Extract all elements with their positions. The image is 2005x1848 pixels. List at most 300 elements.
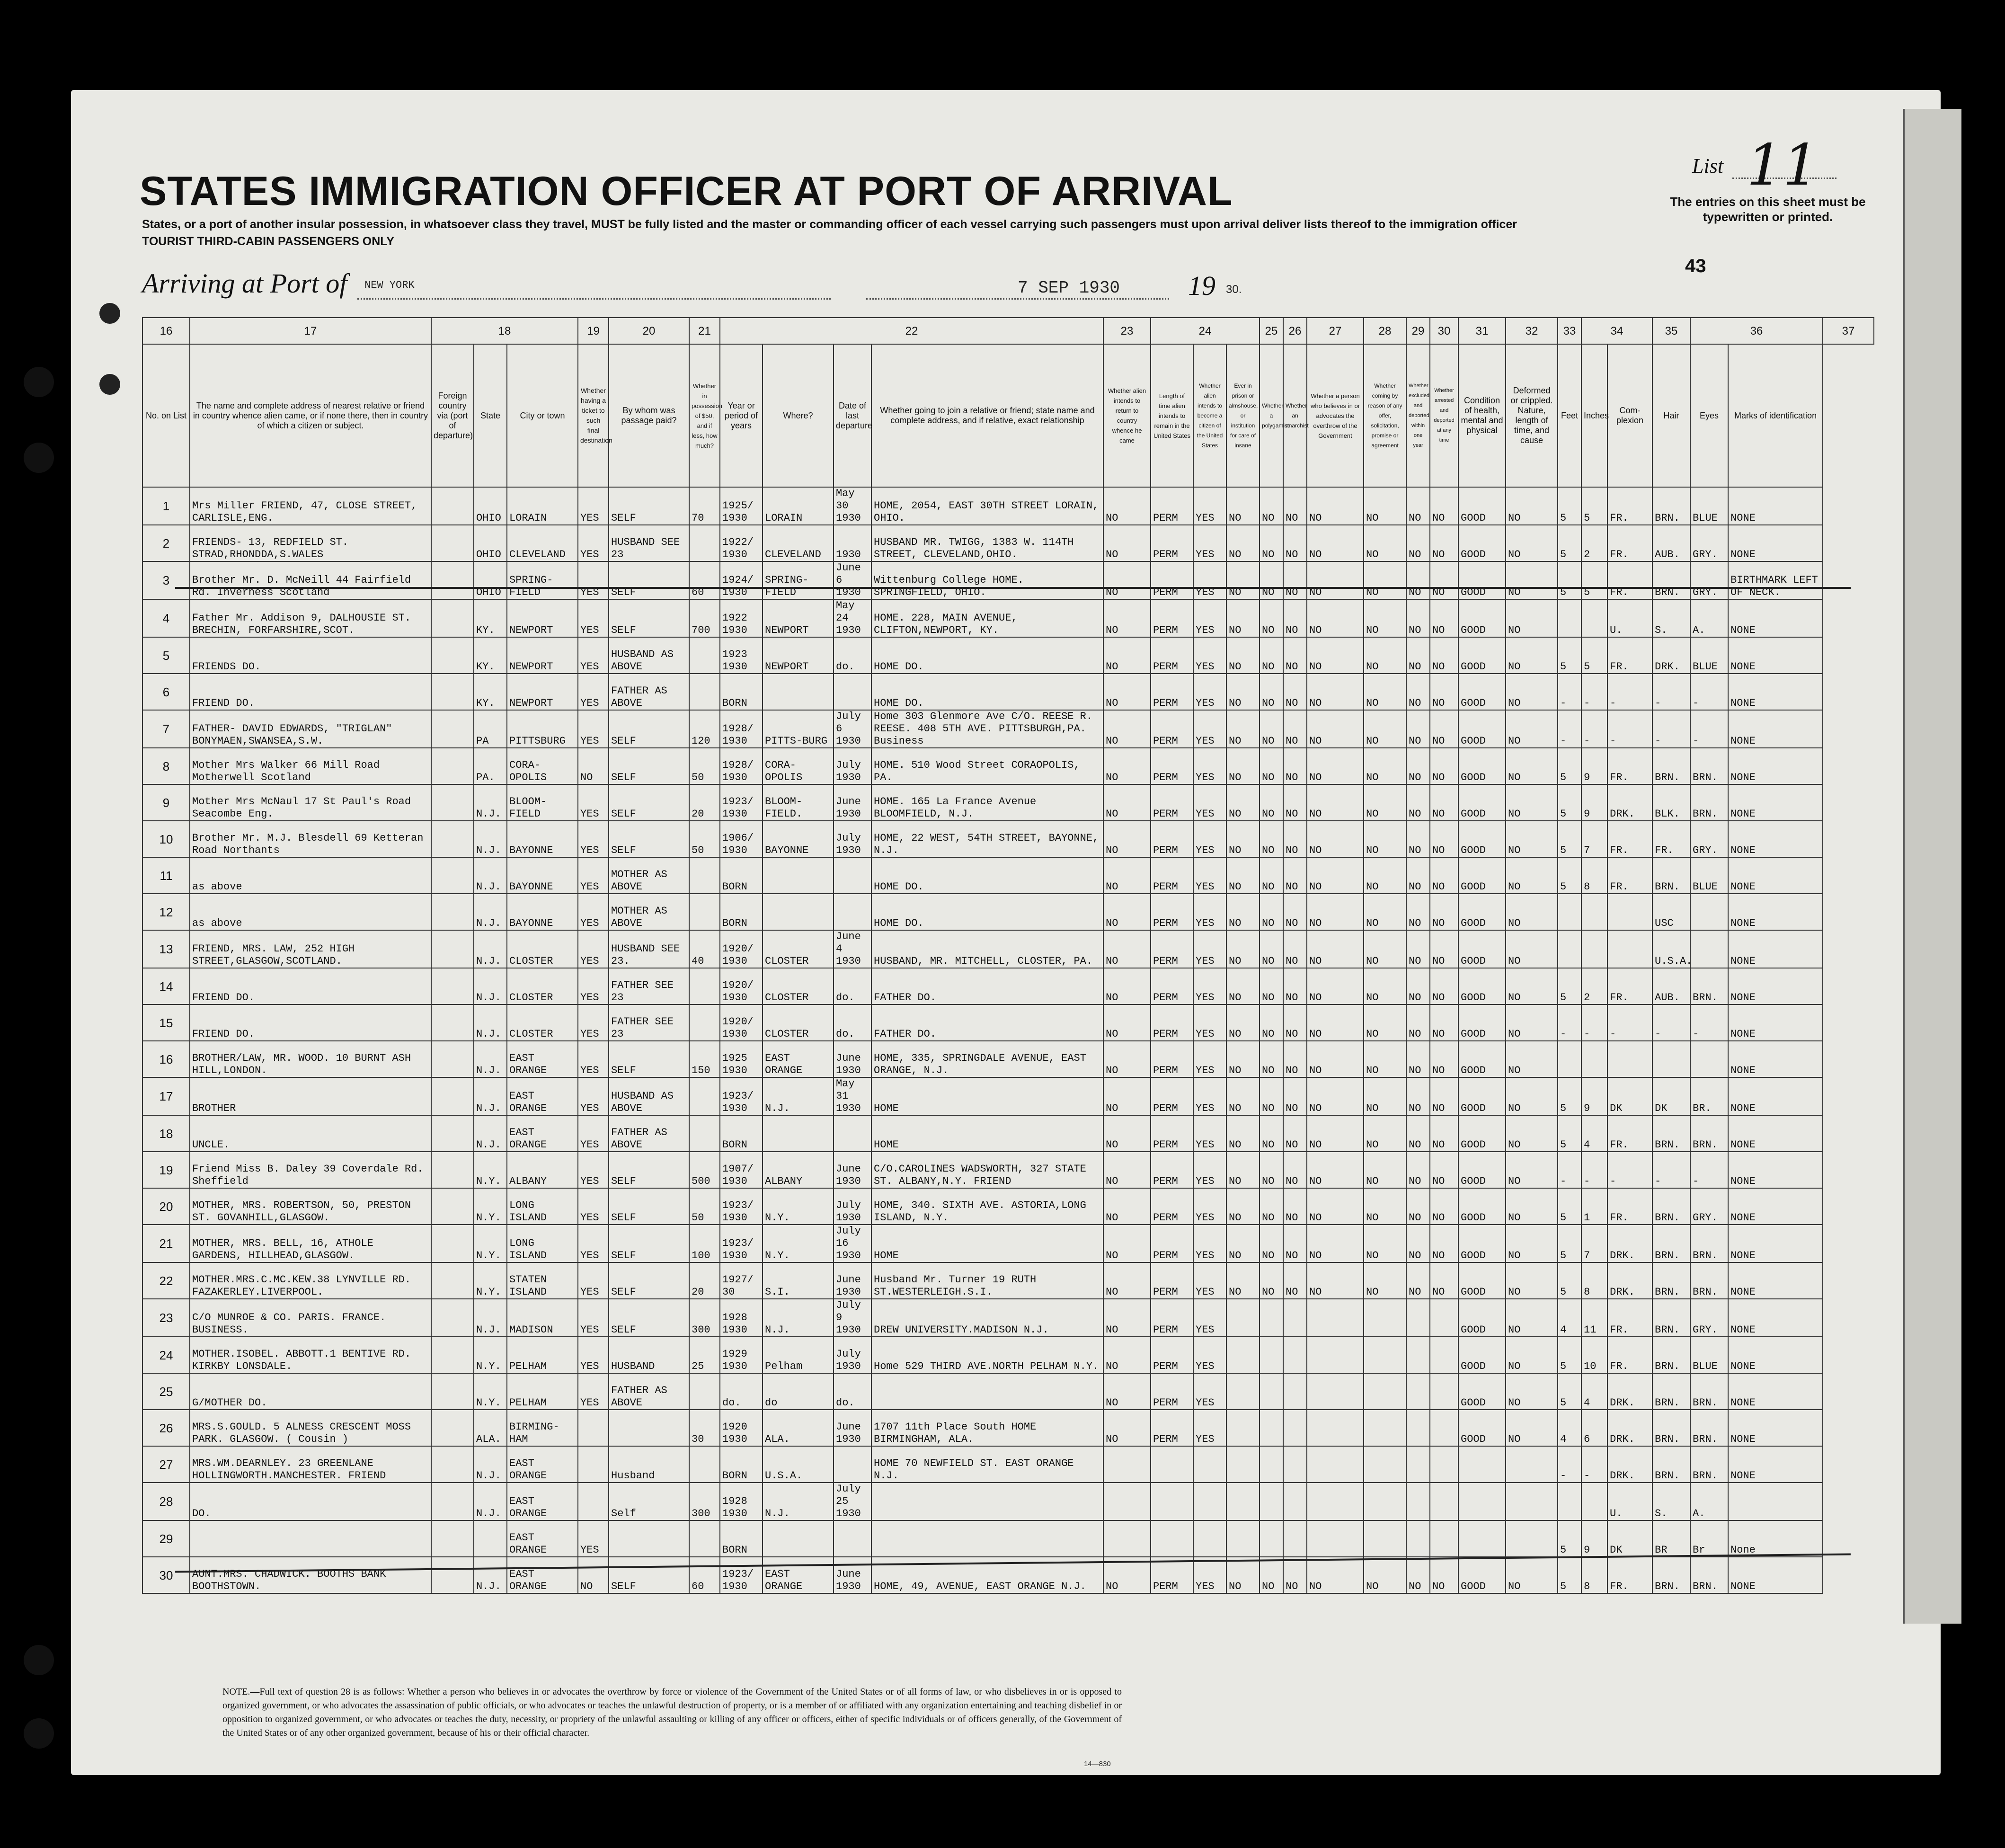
cell-marks: NONE [1728,748,1823,784]
cell-health: GOOD [1458,674,1506,710]
cell-ret: NO [1103,1299,1151,1337]
cell-foreign [431,674,474,710]
cell-no: 18 [142,1115,190,1152]
cell-join: HOME. 510 Wood Street CORAOPOLIS, PA. [871,748,1103,784]
cell-state: ALA. [474,1410,507,1446]
cell-ft: - [1558,1446,1581,1483]
cell-ft: 5 [1558,1262,1581,1299]
cell-state: N.Y. [474,1373,507,1410]
cell-c25: NO [1226,1115,1260,1152]
cell-c28: NO [1307,561,1364,599]
cell-state: N.J. [474,894,507,930]
cell-marks: BIRTHMARK LEFT OF NECK. [1728,561,1823,599]
cell-ticket: YES [578,1004,609,1041]
cell-city: PELHAM [507,1373,578,1410]
form-code: 14—830 [1084,1760,1111,1768]
cell-cx: FR. [1607,1337,1652,1373]
cell-foreign [431,561,474,599]
cell-city: NEWPORT [507,599,578,637]
cell-len: PERM [1151,1115,1193,1152]
cell-ft [1558,894,1581,930]
cell-where: CLOSTER [763,968,834,1004]
cell-rel: Brother Mr. D. McNeill 44 Fairfield Rd. Inverness Scotland [190,561,431,599]
cell-c28: NO [1307,1041,1364,1077]
cell-len: PERM [1151,637,1193,674]
cell-state: KY. [474,599,507,637]
cell-in: - [1581,674,1607,710]
cell-foreign [431,1077,474,1115]
cell-marks: NONE [1728,930,1823,968]
cell-c30 [1406,1410,1430,1446]
cell-c28: NO [1307,857,1364,894]
cell-hair: BRN. [1652,1225,1690,1262]
cell-c31: NO [1430,821,1458,857]
cell-marks: NONE [1728,1337,1823,1373]
cell-deformed: NO [1506,710,1558,748]
cell-health: GOOD [1458,748,1506,784]
cell-cx: DRK. [1607,1410,1652,1446]
list-number: 11 [1747,133,1819,198]
cell-c31: NO [1430,1004,1458,1041]
cell-dep: do. [834,1373,871,1410]
cell-no: 1 [142,487,190,525]
cell-len: PERM [1151,599,1193,637]
cell-len: PERM [1151,968,1193,1004]
cell-ret: NO [1103,1373,1151,1410]
cell-rel: Brother Mr. M.J. Blesdell 69 Ketteran Road Northants [190,821,431,857]
cell-paid: HUSBAND SEE 23 [609,525,689,561]
cell-eyes: GRY. [1690,1299,1728,1337]
cell-c27 [1283,1337,1307,1373]
table-row [142,561,1874,599]
cell-foreign [431,487,474,525]
cell-c31: NO [1430,930,1458,968]
cell-ft: 5 [1558,857,1581,894]
cell-no: 11 [142,857,190,894]
cell-paid: SELF [609,784,689,821]
cell-money [689,637,720,674]
cell-c31: NO [1430,1225,1458,1262]
cell-health: GOOD [1458,1077,1506,1115]
cell-c28: NO [1307,821,1364,857]
page-title: STATES IMMIGRATION OFFICER AT PORT OF ARRIVAL [140,169,1233,214]
cell-c30: NO [1406,930,1430,968]
cell-hair: FR. [1652,821,1690,857]
cell-money: 40 [689,930,720,968]
cell-city: BLOOM-FIELD [507,784,578,821]
cell-money: 150 [689,1041,720,1077]
cell-deformed: NO [1506,1077,1558,1115]
cell-eyes: BRN. [1690,1262,1728,1299]
cell-c28 [1307,1373,1364,1410]
cell-c26: NO [1260,1004,1283,1041]
cell-years: 1924/ 1930 [720,561,763,599]
cell-cit: YES [1193,1152,1226,1188]
cell-join [871,1373,1103,1410]
cell-ret: NO [1103,599,1151,637]
cell-c30: NO [1406,748,1430,784]
cell-join: C/O.CAROLINES WADSWORTH, 327 STATE ST. ALBANY,N.Y. FRIEND [871,1152,1103,1188]
cell-cx: FR. [1607,525,1652,561]
cell-years: do. [720,1373,763,1410]
cell-ret: NO [1103,1262,1151,1299]
header-where: Where? [763,344,834,487]
cell-paid: MOTHER AS ABOVE [609,894,689,930]
cell-in: 8 [1581,857,1607,894]
cell-c26 [1260,1483,1283,1520]
cell-foreign [431,1115,474,1152]
cell-marks: NONE [1728,968,1823,1004]
cell-years: 1929 1930 [720,1337,763,1373]
cell-money: 300 [689,1299,720,1337]
cell-cit: YES [1193,821,1226,857]
cell-c26: NO [1260,710,1283,748]
cell-ret: NO [1103,857,1151,894]
cell-c28 [1307,1483,1364,1520]
table-row [142,1041,1874,1077]
cell-cx: FR. [1607,1188,1652,1225]
cell-eyes: BRN. [1690,968,1728,1004]
cell-rel: UNCLE. [190,1115,431,1152]
cell-c29: NO [1364,599,1406,637]
cell-paid: MOTHER AS ABOVE [609,857,689,894]
cell-c28: NO [1307,968,1364,1004]
col-num: 31 [1458,318,1506,344]
cell-city: ALBANY [507,1152,578,1188]
cell-join: HOME, 22 WEST, 54TH STREET, BAYONNE, N.J. [871,821,1103,857]
cell-c30 [1406,1299,1430,1337]
cell-c30: NO [1406,637,1430,674]
cell-state: N.J. [474,930,507,968]
cell-len: PERM [1151,1337,1193,1373]
cell-join: Home 529 THIRD AVE.NORTH PELHAM N.Y. [871,1337,1103,1373]
cell-no: 4 [142,599,190,637]
cell-deformed: NO [1506,1337,1558,1373]
cell-city: CLOSTER [507,1004,578,1041]
cell-paid: SELF [609,1557,689,1593]
cell-years: BORN [720,894,763,930]
cell-c31: NO [1430,1557,1458,1593]
cell-ft: 5 [1558,1373,1581,1410]
cell-cit: YES [1193,894,1226,930]
cell-ret: NO [1103,930,1151,968]
cell-dep: do. [834,968,871,1004]
table-row [142,525,1874,561]
cell-c31 [1430,1299,1458,1337]
header-feet: Feet [1558,344,1581,487]
col-num: 26 [1283,318,1307,344]
cell-where: N.J. [763,1299,834,1337]
cell-in: - [1581,710,1607,748]
cell-state: N.Y. [474,1337,507,1373]
cell-ticket: NO [578,748,609,784]
cell-len: PERM [1151,1077,1193,1115]
cell-cit: YES [1193,968,1226,1004]
cell-len: PERM [1151,674,1193,710]
cell-ret: NO [1103,1115,1151,1152]
cell-eyes: BRN. [1690,748,1728,784]
cell-deformed [1506,1446,1558,1483]
cell-eyes: - [1690,674,1728,710]
cell-city: CLOSTER [507,968,578,1004]
cell-eyes: - [1690,1004,1728,1041]
cell-c28 [1307,1337,1364,1373]
cell-hair: AUB. [1652,525,1690,561]
cell-len: PERM [1151,1557,1193,1593]
header-years: Year or period of years [720,344,763,487]
cell-rel: MOTHER, MRS. BELL, 16, ATHOLE GARDENS, HILLHEAD,GLASGOW. [190,1225,431,1262]
cell-cit: YES [1193,1004,1226,1041]
cell-rel: Mother Mrs McNaul 17 St Paul's Road Seacombe Eng. [190,784,431,821]
cell-ret: NO [1103,1225,1151,1262]
cell-len: PERM [1151,821,1193,857]
header-hair: Hair [1652,344,1690,487]
cell-c31: NO [1430,710,1458,748]
cell-join: HOME, 335, SPRINGDALE AVENUE, EAST ORANGE, N.J. [871,1041,1103,1077]
cell-where: N.J. [763,1077,834,1115]
cell-rel: C/O MUNROE & CO. PARIS. FRANCE. BUSINESS. [190,1299,431,1337]
cell-join: HOME DO. [871,857,1103,894]
cell-c30: NO [1406,487,1430,525]
cell-c25: NO [1226,1004,1260,1041]
cell-cit: YES [1193,561,1226,599]
cell-deformed: NO [1506,1152,1558,1188]
cell-dep: June 1930 [834,1152,871,1188]
cell-foreign [431,1262,474,1299]
cell-c28 [1307,1520,1364,1557]
cell-eyes: BLUE [1690,637,1728,674]
cell-c26: NO [1260,784,1283,821]
cell-c25: NO [1226,487,1260,525]
cell-rel: MRS.S.GOULD. 5 ALNESS CRESCENT MOSS PARK. GLASGOW. ( Cousin ) [190,1410,431,1446]
cell-rel: BROTHER/LAW, MR. WOOD. 10 BURNT ASH HILL,LONDON. [190,1041,431,1077]
cell-years: 1923 1930 [720,637,763,674]
cell-cit: YES [1193,1373,1226,1410]
cell-c26: NO [1260,1225,1283,1262]
header-city: City or town [507,344,578,487]
cell-hair: BRN. [1652,1410,1690,1446]
passenger-class: TOURIST THIRD-CABIN PASSENGERS ONLY [142,235,394,248]
cell-c25: NO [1226,637,1260,674]
cell-dep [834,894,871,930]
cell-c27: NO [1283,599,1307,637]
cell-foreign [431,1004,474,1041]
cell-c30: NO [1406,561,1430,599]
cell-len: PERM [1151,561,1193,599]
cell-money [689,1446,720,1483]
cell-c27 [1283,1483,1307,1520]
cell-c30: NO [1406,1188,1430,1225]
cell-foreign [431,930,474,968]
cell-marks: NONE [1728,1152,1823,1188]
cell-state: OHIO [474,525,507,561]
cell-rel: FRIEND DO. [190,1004,431,1041]
table-row [142,1115,1874,1152]
cell-where: U.S.A. [763,1446,834,1483]
cell-money [689,894,720,930]
cell-c27: NO [1283,1188,1307,1225]
cell-marks: NONE [1728,1299,1823,1337]
cell-rel: as above [190,894,431,930]
cell-len: PERM [1151,1041,1193,1077]
cell-c26: NO [1260,1041,1283,1077]
cell-no: 25 [142,1373,190,1410]
cell-ft [1558,1483,1581,1520]
cell-join: HOME [871,1115,1103,1152]
cell-ret: NO [1103,1152,1151,1188]
cell-eyes [1690,894,1728,930]
cell-city: EAST ORANGE [507,1483,578,1520]
cell-len: PERM [1151,710,1193,748]
cell-dep: July 1930 [834,821,871,857]
cell-years: 1920 1930 [720,1410,763,1446]
table-row [142,1077,1874,1115]
header-citizen: Whether alien intends to become a citizen of the United States [1193,344,1226,487]
cell-foreign [431,1446,474,1483]
cell-c29 [1364,1299,1406,1337]
cell-c25 [1226,1446,1260,1483]
cell-c27: NO [1283,1004,1307,1041]
cell-where: PITTS-BURG [763,710,834,748]
cell-eyes: BRN. [1690,1225,1728,1262]
cell-where: CLOSTER [763,930,834,968]
cell-city: LORAIN [507,487,578,525]
cell-ticket [578,1446,609,1483]
cell-c29: NO [1364,674,1406,710]
cell-marks: NONE [1728,894,1823,930]
cell-hair: BRN. [1652,1262,1690,1299]
cell-deformed: NO [1506,674,1558,710]
header-marks: Marks of identification [1728,344,1823,487]
cell-years: BORN [720,1520,763,1557]
cell-in: 10 [1581,1337,1607,1373]
cell-c28 [1307,1299,1364,1337]
cell-ticket: YES [578,525,609,561]
cell-join: FATHER DO. [871,968,1103,1004]
cell-health: GOOD [1458,1115,1506,1152]
cell-ft: 5 [1558,637,1581,674]
cell-paid: HUSBAND [609,1337,689,1373]
cell-state: N.Y. [474,1152,507,1188]
cell-c26: NO [1260,857,1283,894]
cell-rel: Father Mr. Addison 9, DALHOUSIE ST. BRECHIN, FORFARSHIRE,SCOT. [190,599,431,637]
instructions-line: States, or a port of another insular possession, in whatsoever class they travel, MUST be fully listed and the master or commanding officer of each vessel carrying such passengers must upon arrival deliver lists thereof to the immigration officer [142,218,1517,231]
cell-eyes: GRY. [1690,1188,1728,1225]
cell-years: BORN [720,1446,763,1483]
cell-health: GOOD [1458,930,1506,968]
cell-in: 4 [1581,1373,1607,1410]
cell-money [689,857,720,894]
header-no-on-list: No. on List [142,344,190,487]
cell-c26: NO [1260,525,1283,561]
column-header-row [142,344,1874,487]
cell-c30: NO [1406,1004,1430,1041]
cell-years: BORN [720,1115,763,1152]
cell-state: N.J. [474,1115,507,1152]
cell-in: 7 [1581,821,1607,857]
cell-c30: NO [1406,857,1430,894]
cell-health: GOOD [1458,487,1506,525]
cell-c27 [1283,1410,1307,1446]
cell-c27: NO [1283,1262,1307,1299]
cell-c28: NO [1307,525,1364,561]
cell-c29: NO [1364,1077,1406,1115]
cell-cit: YES [1193,1188,1226,1225]
cell-foreign [431,710,474,748]
cell-hair: BRN. [1652,1557,1690,1593]
cell-no: 17 [142,1077,190,1115]
cell-years: 1923/ 1930 [720,1188,763,1225]
cell-marks: NONE [1728,1262,1823,1299]
cell-rel: AUNT.MRS. CHADWICK. BOOTHS BANK BOOTHSTOWN. [190,1557,431,1593]
cell-dep: July 16 1930 [834,1225,871,1262]
cell-city: CLEVELAND [507,525,578,561]
cell-join: HUSBAND MR. TWIGG, 1383 W. 114TH STREET, CLEVELAND,OHIO. [871,525,1103,561]
cell-eyes: - [1690,710,1728,748]
cell-ft: 5 [1558,1188,1581,1225]
cell-state: OHIO [474,561,507,599]
col-num: 32 [1506,318,1558,344]
cell-ret: NO [1103,748,1151,784]
cell-c30: NO [1406,1225,1430,1262]
cell-no: 27 [142,1446,190,1483]
cell-state: N.J. [474,1004,507,1041]
cell-marks: NONE [1728,1188,1823,1225]
cell-cx: FR. [1607,487,1652,525]
cell-paid: SELF [609,821,689,857]
cell-hair: - [1652,710,1690,748]
cell-len: PERM [1151,1152,1193,1188]
cell-hair: BRN. [1652,1373,1690,1410]
cell-where: EAST ORANGE [763,1557,834,1593]
cell-c28: NO [1307,674,1364,710]
cell-health [1458,1446,1506,1483]
cell-cx: DRK. [1607,784,1652,821]
cell-c31: NO [1430,674,1458,710]
cell-cit: YES [1193,748,1226,784]
cell-no: 12 [142,894,190,930]
cell-foreign [431,1410,474,1446]
cell-in: 9 [1581,1520,1607,1557]
cell-c30: NO [1406,1557,1430,1593]
cell-c31: NO [1430,968,1458,1004]
cell-no: 3 [142,561,190,599]
cell-paid: FATHER AS ABOVE [609,1373,689,1410]
cell-c28: NO [1307,487,1364,525]
cell-c31: NO [1430,1115,1458,1152]
cell-money: 300 [689,1483,720,1520]
cell-where [763,674,834,710]
cell-paid: SELF [609,561,689,599]
cell-ret: NO [1103,1337,1151,1373]
cell-c27: NO [1283,674,1307,710]
cell-rel: FRIEND, MRS. LAW, 252 HIGH STREET,GLASGOW,SCOTLAND. [190,930,431,968]
cell-dep [834,857,871,894]
cell-ret: NO [1103,1410,1151,1446]
cell-rel: G/MOTHER DO. [190,1373,431,1410]
cell-dep: June 1930 [834,1410,871,1446]
table-row [142,1152,1874,1188]
cell-c30 [1406,1337,1430,1373]
cell-c28: NO [1307,1188,1364,1225]
header-eyes: Eyes [1690,344,1728,487]
table-row [142,1004,1874,1041]
cell-c27: NO [1283,1152,1307,1188]
cell-ft: 5 [1558,561,1581,599]
cell-where: Pelham [763,1337,834,1373]
col-num: 21 [689,318,720,344]
cell-eyes: GRY. [1690,525,1728,561]
